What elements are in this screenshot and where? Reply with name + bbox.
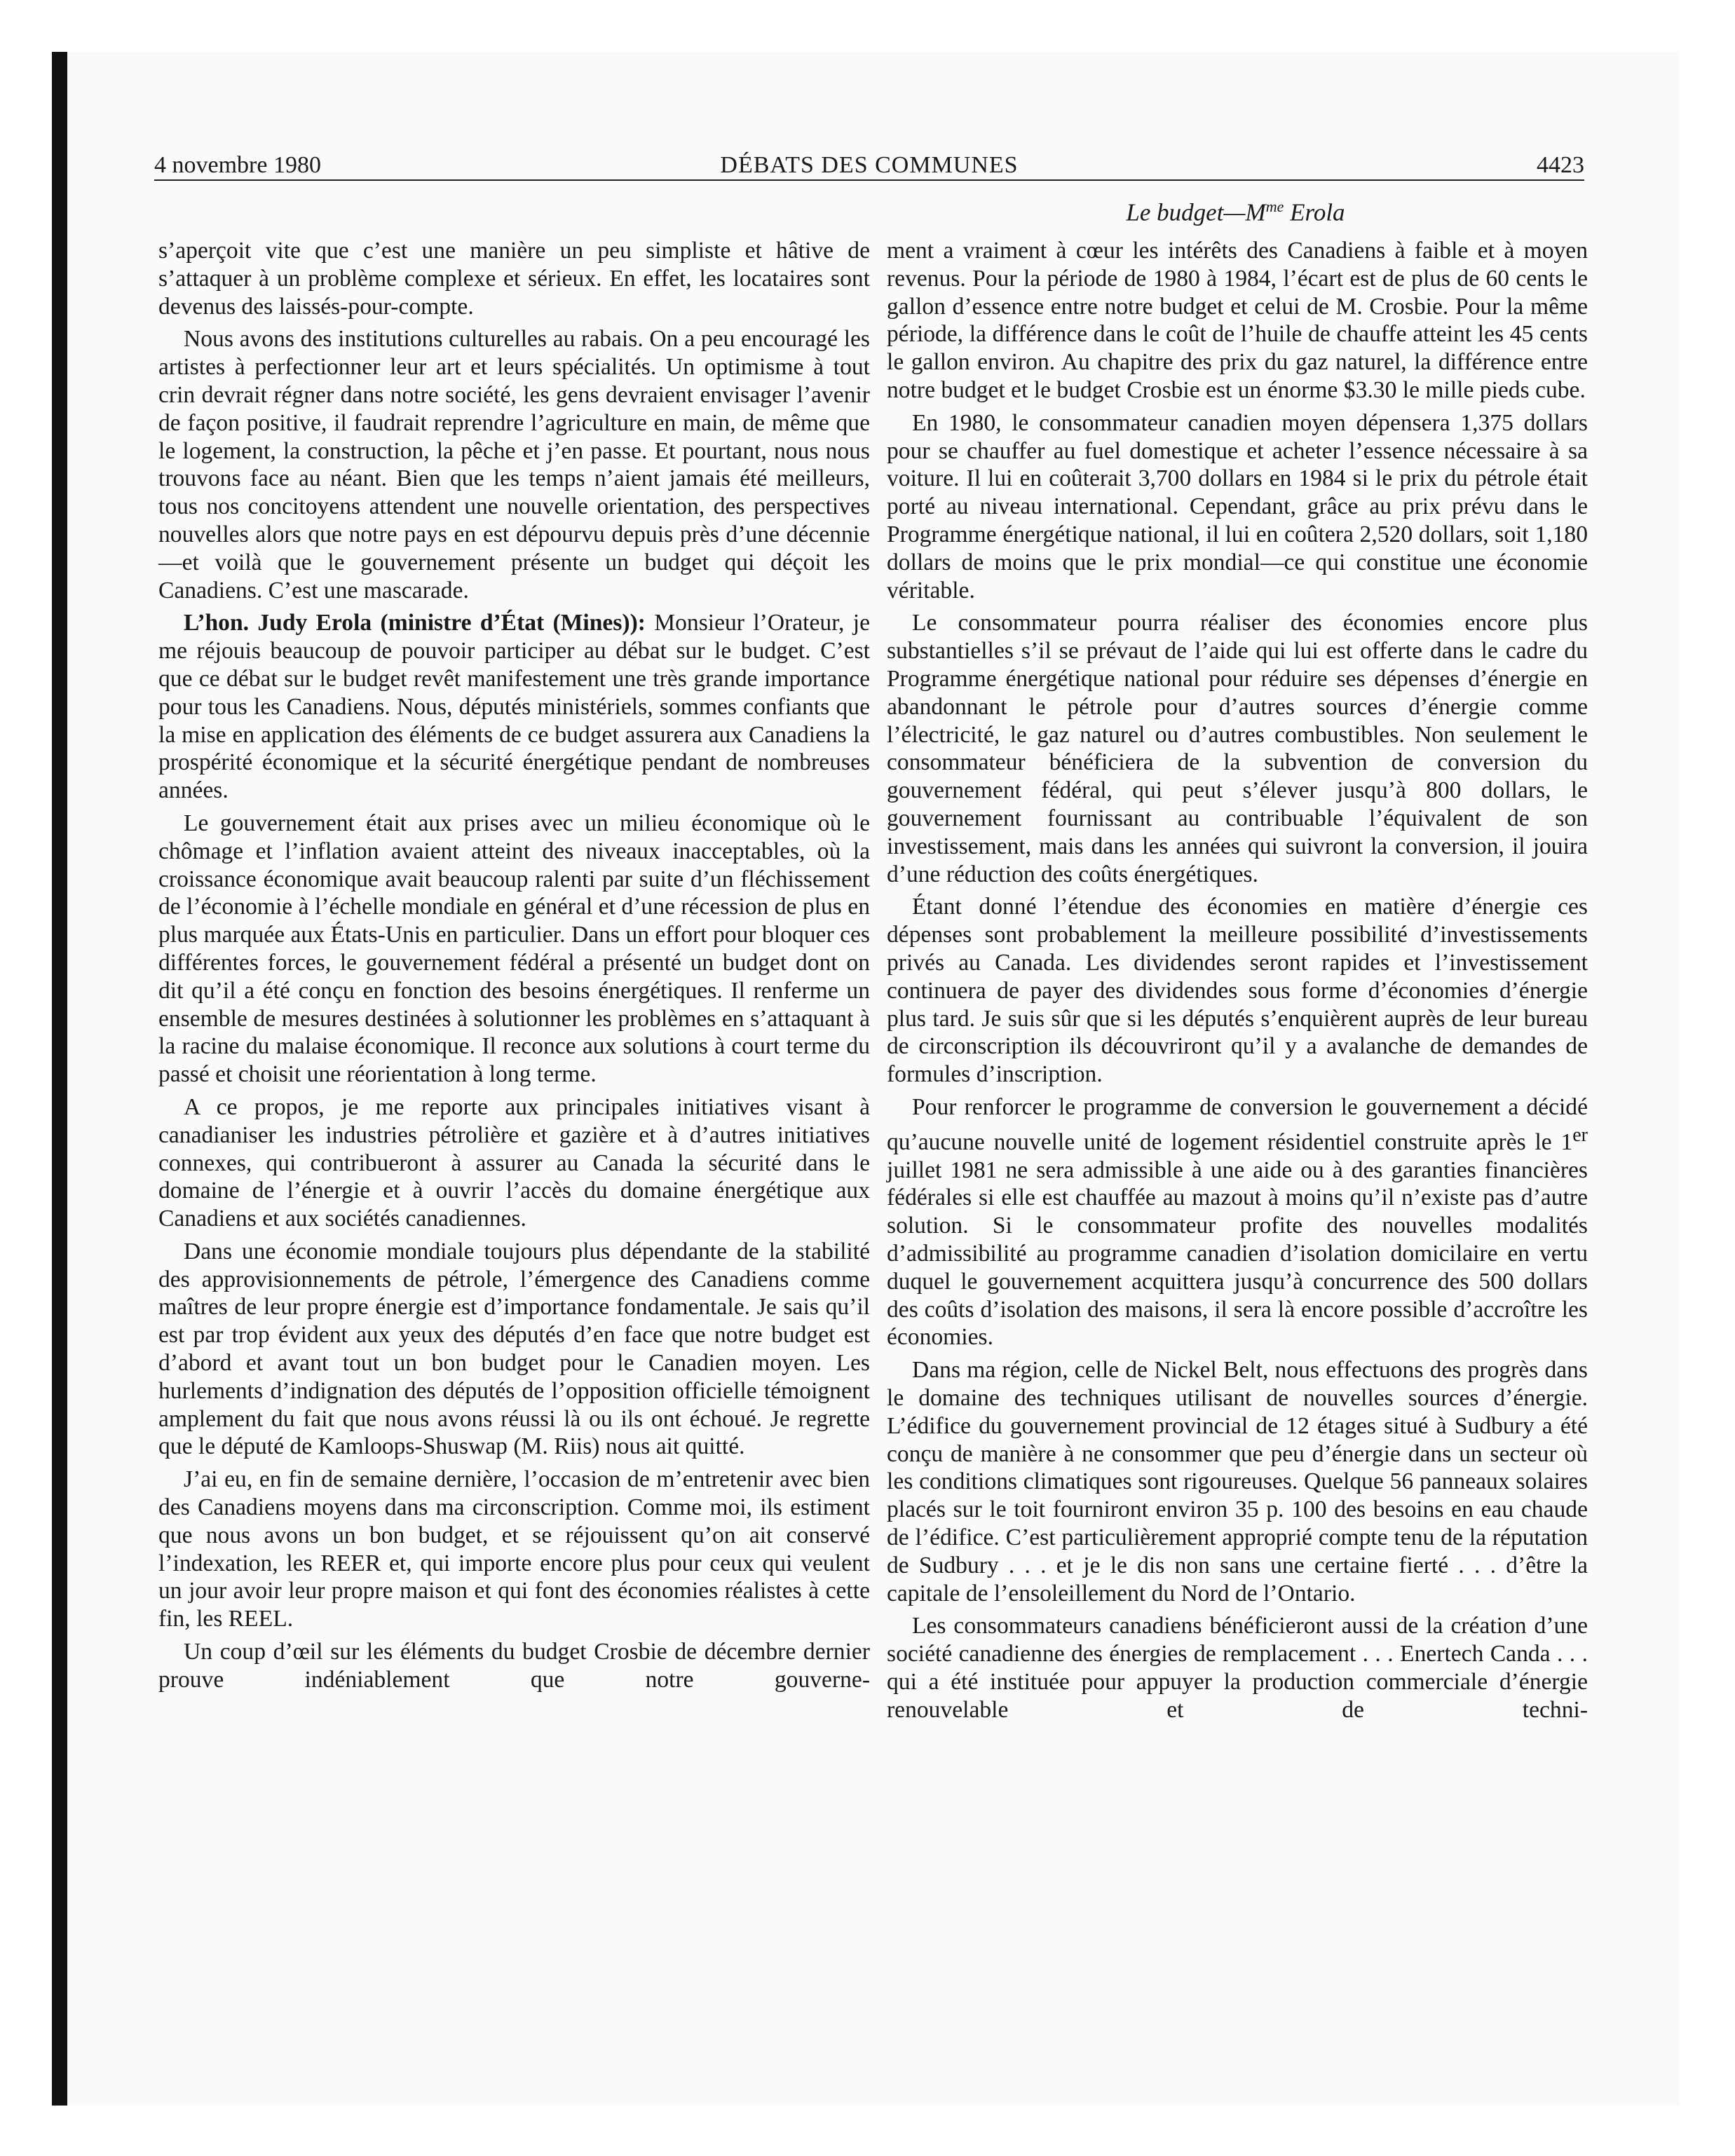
header-title: DÉBATS DES COMMUNES (720, 152, 1019, 178)
scan-edge (52, 52, 67, 2106)
running-head-suffix: Erola (1284, 198, 1345, 226)
header-date: 4 novembre 1980 (154, 152, 321, 178)
paragraph: Un coup d’œil sur les éléments du budget Crosbie de décembre dernier prouve indéniablement que notre gouverne- (158, 1639, 870, 1693)
paragraph-part: juillet 1981 ne sera admissible à une aide ou à des garanties financières fédérales si elle est chauffée au mazout à moins qu’il n’existe pas d’autre solution. Si le consommateur profite des nouvelles modalités d’admissibilité au programme canadien d’isolation domicilaire en vertu duquel le gouvernement acquittera jusqu’à concurrence des 500 dollars des coûts d’isolation des maisons, il sera là encore possible d’accroître les économies. (887, 1157, 1588, 1351)
paragraph: Le gouvernement était aux prises avec un milieu économique où le chômage et l’inflation avaient atteint des niveaux inacceptables, où la croissance économique avait beaucoup ralenti par suite d’un fléchissement de l’économie à l’échelle mondiale en général et d’une récession de plus en plus marquée aux États-Unis en particulier. Dans un effort pour bloquer ces différentes forces, le gouvernement fédéral a présenté un budget dont on dit qu’il a été conçu en fonction des besoins énergétiques. Il renferme un ensemble de mesures destinées à solutionner les problèmes en s’attaquant à la racine du malaise économique. Il reconce aux solutions à court terme du passé et choisit une réorientation à long terme. (158, 810, 870, 1088)
right-column (887, 237, 1588, 1729)
page-header (154, 144, 1584, 182)
paragraph: J’ai eu, en fin de semaine dernière, l’occasion de m’entretenir avec bien des Canadiens moyens dans ma circonscription. Comme moi, ils estiment que nous avons un bon budget, et se réjouissent qu’on ait conservé l’indexation, les REER et, qui importe encore plus pour ceux qui veulent un jour avoir leur propre maison et qui font des économies réalistes à cette fin, les REEL. (158, 1466, 870, 1632)
paragraph: Étant donné l’étendue des économies en matière d’énergie ces dépenses sont probablement la meilleure possibilité d’investissements privés au Canada. Les dividendes seront rapides et l’investissement continuera de payer des dividendes sous forme d’économies d’énergie plus tard. Je suis sûr que si les députés s’enquièrent auprès de leur bureau de circonscription ils découvriront qu’il y a avalanche de demandes de formules d’inscription. (887, 894, 1588, 1088)
paragraph-speech (158, 609, 870, 805)
paragraph: Nous avons des institutions culturelles au rabais. On a peu encouragé les artistes à perfectionner leur art et leurs spécialités. Un optimisme à tout crin devrait régner dans notre société, les gens devraient envisager l’avenir de façon positive, il faudrait reprendre l’agriculture en main, de même que le logement, la construction, la pêche et j’en passe. Et pourtant, nous nous trouvons face au néant. Bien que les temps n’aient jamais été meilleurs, tous nos concitoyens attendent une nouvelle orientation, des perspectives nouvelles alors que notre pays en est dépourvu depuis près d’une décennie—et voilà que le gouvernement présente un budget qui déçoit les Canadiens. C’est une mascarade. (158, 326, 870, 603)
paragraph: Dans ma région, celle de Nickel Belt, nous effectuons des progrès dans le domaine des techniques utilisant de nouvelles sources d’énergie. L’édifice du gouvernement provincial de 12 étages situé à Sudbury a été conçu de manière à ne consommer que peu d’énergie dans un secteur où les conditions climatiques sont rigoureuses. Quelque 56 panneaux solaires placés sur le toit fourniront environ 35 p. 100 des besoins en eau chaude de l’édifice. C’est particulièrement approprié compte tenu de la réputation de Sudbury . . . et je le dis non sans une certaine fierté . . . d’être la capitale de l’ensoleillement du Nord de l’Ontario. (887, 1357, 1588, 1606)
column-running-head (887, 198, 1584, 227)
paragraph: A ce propos, je me reporte aux principales initiatives visant à canadianiser les industries pétrolière et gazière et à d’autres initiatives connexes, qui contribueront à assurer au Canada la sécurité dans le domaine de l’énergie et à ouvrir l’accès du domaine énergétique aux Canadiens et aux sociétés canadiennes. (158, 1093, 870, 1232)
left-column (158, 237, 870, 1699)
ordinal-superscript: er (1572, 1124, 1588, 1146)
paragraph: ment a vraiment à cœur les intérêts des Canadiens à faible et à moyen revenus. Pour la période de 1980 à 1984, l’écart est de plus de 60 cents le gallon d’essence entre notre budget et celui de M. Crosbie. Pour la même période, la différence dans le coût de l’huile de chauffe atteint les 45 cents le gallon environ. Au chapitre des prix du gaz naturel, la différence entre notre budget et le budget Crosbie est un énorme $3.30 le mille pieds cube. (887, 238, 1588, 403)
paragraph: Les consommateurs canadiens bénéficieront aussi de la création d’une société canadienne des énergies de remplacement . . . Enertech Canda . . . qui a été instituée pour appuyer la production commerciale d’énergie renouvelable et de techni- (887, 1613, 1588, 1723)
running-head-superscript: me (1265, 198, 1284, 215)
speaker-name: L’hon. Judy Erola (ministre d’État (Mines)): (184, 610, 646, 636)
paragraph: En 1980, le consommateur canadien moyen dépensera 1,375 dollars pour se chauffer au fuel domestique et acheter l’essence nécessaire à sa voiture. Il lui en coûterait 3,700 dollars en 1984 si le prix du pétrole était porté au niveau international. Cependant, grâce au prix prévu dans le Programme énergétique national, il lui en coûtera 2,520 dollars, soit 1,180 dollars de moins que le prix mondial—ce qui constitue une économie véritable. (887, 409, 1588, 603)
header-rule (154, 179, 1584, 181)
page-number: 4423 (1537, 152, 1584, 178)
paragraph-part: Pour renforcer le programme de conversion le gouvernement a décidé qu’aucune nouvelle unité de logement résidentiel construite après le 1 (887, 1093, 1588, 1155)
paragraph: Le consommateur pourra réaliser des économies encore plus substantielles s’il se prévaut de l’aide qui lui est offerte dans le cadre du Programme énergétique national pour réduire ses dépenses d’énergie en abandonnant le pétrole pour d’autres sources d’énergie comme l’électricité, le gaz naturel ou d’autres combustibles. Non seulement le consommateur bénéficiera de la subvention de conversion du gouvernement fédéral, qui peut s’élever jusqu’à 800 dollars, le gouvernement fournissant au contribuable l’équivalent de son investissement, mais dans les années qui suivront la conversion, il jouira d’une réduction des coûts énergétiques. (887, 610, 1588, 887)
paragraph: s’aperçoit vite que c’est une manière un peu simpliste et hâtive de s’attaquer à un problème complexe et sérieux. En effet, les locataires sont devenus des laissés-pour-compte. (158, 238, 870, 320)
paragraph: Dans une économie mondiale toujours plus dépendante de la stabilité des approvisionnements de pétrole, l’émergence des Canadiens comme maîtres de leur propre énergie est d’importance fondamentale. Je sais qu’il est par trop évident aux yeux des députés d’en face que notre budget est d’abord et avant tout un bon budget pour le Canadien moyen. Les hurlements d’indignation des députés de l’opposition officielle témoignent amplement du fait que nous avons réussi là ou ils ont échoué. Je regrette que le député de Kamloops-Shuswap (M. Riis) nous ait quitté. (158, 1238, 870, 1460)
speech-text: Monsieur l’Orateur, je me réjouis beaucoup de pouvoir participer au débat sur le budget. C’est que ce débat sur le budget revêt manifestement une très grande importance pour tous les Canadiens. Nous, députés ministériels, sommes confiants que la mise en application des éléments de ce budget assurera aux Canadiens la prospérité économique et la sécurité énergétique pendant de nombreuses années. (158, 610, 870, 804)
running-head-text: Le budget—M (1126, 198, 1266, 226)
paragraph (887, 1093, 1588, 1351)
